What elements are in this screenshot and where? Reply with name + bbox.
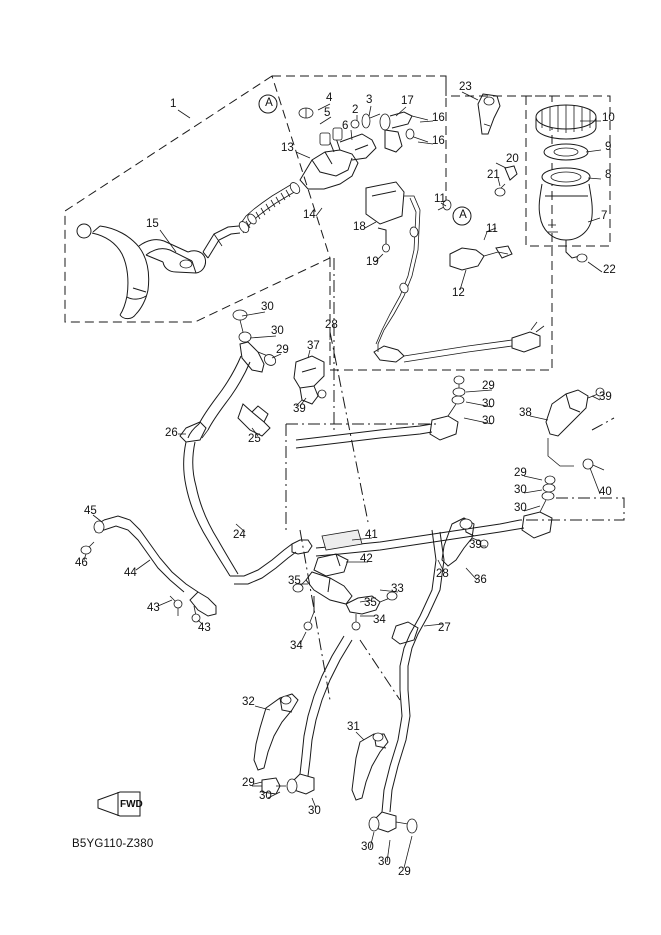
part-number-30d: 30 [482, 415, 495, 427]
part-number-17: 17 [401, 95, 414, 107]
part-number-20: 20 [506, 153, 519, 165]
part-number-30e: 30 [514, 484, 527, 496]
callout-a-right: A [459, 209, 467, 221]
part-number-13: 13 [281, 142, 294, 154]
part-number-34a: 34 [373, 614, 386, 626]
part-number-45: 45 [84, 505, 97, 517]
part-number-1: 1 [170, 98, 177, 110]
part-number-30b: 30 [271, 325, 284, 337]
part-number-42: 42 [360, 553, 373, 565]
part-number-28a: 28 [325, 319, 338, 331]
part-number-10: 10 [602, 112, 615, 124]
part-number-30f: 30 [514, 502, 527, 514]
part-number-5: 5 [324, 107, 331, 119]
part-number-28b: 28 [436, 568, 449, 580]
part-number-26: 26 [165, 427, 178, 439]
part-number-11a: 11 [434, 193, 446, 205]
part-number-31: 31 [347, 721, 360, 733]
part-number-25: 25 [248, 433, 261, 445]
part-number-39b: 39 [599, 391, 612, 403]
part-number-6: 6 [342, 120, 349, 132]
part-number-30j: 30 [378, 856, 391, 868]
part-number-15: 15 [146, 218, 159, 230]
part-number-29d: 29 [242, 777, 255, 789]
part-number-44: 44 [124, 567, 137, 579]
part-number-19: 19 [366, 256, 379, 268]
part-number-16b: 16 [432, 135, 445, 147]
part-number-39a: 39 [293, 403, 306, 415]
part-number-30h: 30 [308, 805, 321, 817]
part-number-36: 36 [474, 574, 487, 586]
part-number-14: 14 [303, 209, 316, 221]
part-number-3: 3 [366, 94, 373, 106]
part-number-8: 8 [605, 169, 612, 181]
part-number-30c: 30 [482, 398, 495, 410]
part-number-2: 2 [352, 104, 359, 116]
fwd-direction-label: FWD [120, 799, 143, 810]
part-number-35a: 35 [288, 575, 301, 587]
part-number-43a: 43 [147, 602, 160, 614]
part-number-18: 18 [353, 221, 366, 233]
part-number-33: 33 [391, 583, 404, 595]
part-number-12: 12 [452, 287, 465, 299]
part-number-22: 22 [603, 264, 616, 276]
part-number-9: 9 [605, 141, 612, 153]
part-number-4: 4 [326, 92, 333, 104]
part-number-35b: 35 [364, 597, 377, 609]
part-number-30g: 30 [259, 790, 272, 802]
diagram-part-code: B5YG110-Z380 [72, 838, 154, 850]
part-number-34b: 34 [290, 640, 303, 652]
part-number-32: 32 [242, 696, 255, 708]
part-number-21: 21 [487, 169, 500, 181]
part-number-29c: 29 [514, 467, 527, 479]
part-number-27: 27 [438, 622, 451, 634]
part-number-24: 24 [233, 529, 246, 541]
part-number-11b: 11 [486, 223, 498, 235]
part-number-29e: 29 [398, 866, 411, 878]
part-number-43b: 43 [198, 622, 211, 634]
callout-a-left: A [265, 97, 273, 109]
part-number-30a: 30 [261, 301, 274, 313]
part-number-29b: 29 [482, 380, 495, 392]
part-number-7: 7 [601, 210, 608, 222]
part-number-30i: 30 [361, 841, 374, 853]
part-number-37: 37 [307, 340, 320, 352]
part-number-38: 38 [519, 407, 532, 419]
part-number-39c: 39 [469, 539, 482, 551]
part-number-16a: 16 [432, 112, 445, 124]
part-number-29a: 29 [276, 344, 289, 356]
part-number-46: 46 [75, 557, 88, 569]
part-number-23: 23 [459, 81, 472, 93]
part-number-41: 41 [365, 529, 378, 541]
part-number-40: 40 [599, 486, 612, 498]
